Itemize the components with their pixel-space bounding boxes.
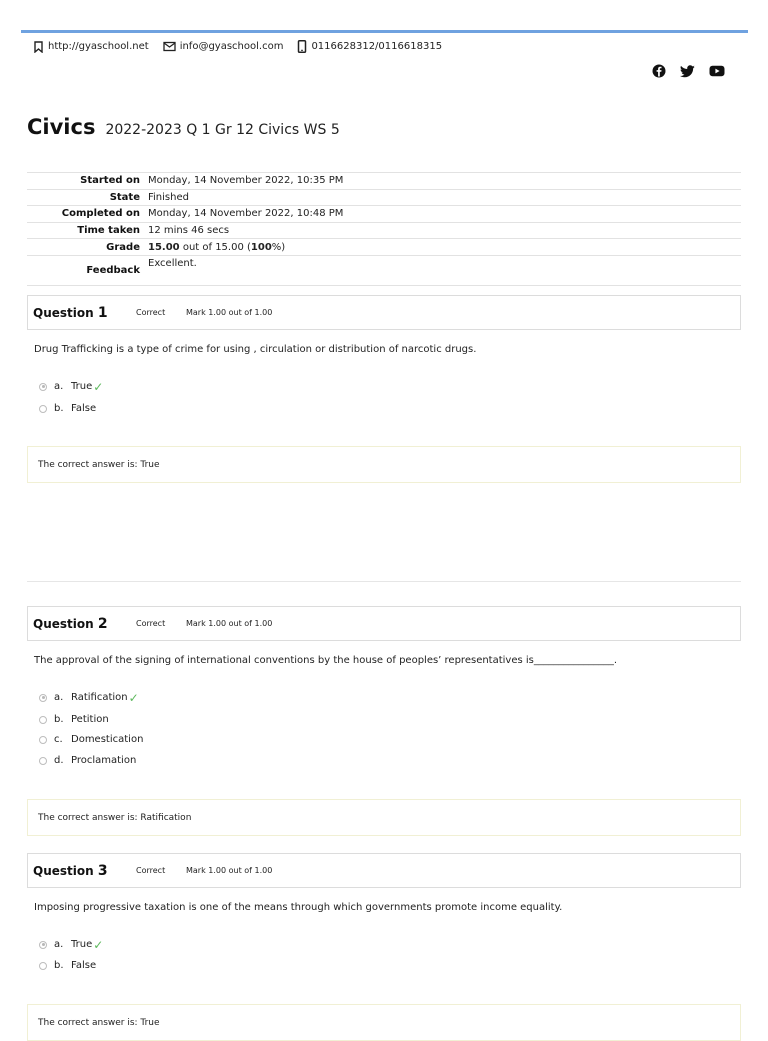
question-3-text: Imposing progressive taxation is one of the means through which governments promote income equality. [34, 902, 563, 913]
option-letter: a. [54, 692, 64, 703]
youtube-icon[interactable] [709, 65, 725, 77]
radio-button[interactable] [39, 716, 47, 724]
summary-value: 12 mins 46 secs [148, 222, 741, 239]
option-letter: a. [54, 381, 64, 392]
correct-answer-text: The correct answer is: Ratification [38, 812, 192, 823]
summary-label: Grade [27, 239, 148, 256]
option-label: True [71, 381, 93, 392]
check-icon: ✓ [93, 379, 104, 394]
check-icon: ✓ [93, 937, 104, 952]
option-label: Ratification [71, 692, 128, 703]
grade-mid: out of 15.00 ( [179, 241, 251, 253]
question-1-option-a[interactable] [39, 381, 103, 392]
question-state: Correct [136, 866, 166, 875]
question-state: Correct [136, 308, 166, 317]
question-2-feedback [27, 799, 741, 836]
bookmark-icon [33, 41, 44, 53]
question-1-text: Drug Trafficking is a type of crime for using , circulation or distribution of narcotic drugs. [34, 344, 477, 355]
question-label: Question [33, 863, 94, 878]
quiz-name: 2022-2023 Q 1 Gr 12 Civics WS 5 [105, 122, 340, 138]
radio-button[interactable] [39, 383, 47, 391]
question-3-header [27, 853, 741, 888]
radio-button[interactable] [39, 736, 47, 744]
summary-label: State [27, 189, 148, 206]
option-letter: b. [54, 403, 64, 414]
question-number [33, 616, 136, 632]
question-label: Question [33, 616, 94, 631]
radio-button[interactable] [39, 962, 47, 970]
envelope-icon [163, 41, 176, 52]
twitter-icon[interactable] [680, 65, 695, 78]
question-grade: Mark 1.00 out of 1.00 [186, 866, 273, 875]
course-name: Civics [27, 115, 96, 139]
question-2-text: The approval of the signing of international conventions by the house of peoples’ representatives is________________. [34, 655, 618, 666]
phone-contact [297, 40, 442, 53]
phone-number: 0116628312/0116618315 [311, 41, 443, 52]
summary-row-started [27, 173, 741, 190]
option-label: Proclamation [71, 755, 137, 766]
radio-button[interactable] [39, 941, 47, 949]
question-2-option-d[interactable] [39, 755, 136, 766]
question-number-value: 2 [97, 615, 108, 632]
summary-row-grade [27, 239, 741, 256]
question-2-option-b[interactable] [39, 714, 109, 725]
radio-button[interactable] [39, 694, 47, 702]
summary-row-completed [27, 206, 741, 223]
question-1-feedback [27, 446, 741, 483]
question-number [33, 305, 136, 321]
email-link[interactable]: info@gyaschool.com [179, 41, 284, 52]
mobile-phone-icon [297, 40, 307, 53]
option-label: Domestication [71, 734, 144, 745]
summary-label: Time taken [27, 222, 148, 239]
social-links [652, 64, 739, 78]
check-icon: ✓ [128, 690, 139, 705]
radio-button[interactable] [39, 405, 47, 413]
option-letter: d. [54, 755, 64, 766]
grade-score: 15.00 [148, 241, 180, 253]
question-label: Question [33, 305, 94, 320]
option-letter: b. [54, 714, 64, 725]
option-letter: b. [54, 960, 64, 971]
email-contact[interactable] [163, 41, 284, 52]
summary-label: Started on [27, 173, 148, 190]
correct-answer-text: The correct answer is: True [38, 1017, 160, 1028]
question-number [33, 863, 136, 879]
summary-value: Finished [148, 189, 741, 206]
option-label: True [71, 939, 93, 950]
question-grade: Mark 1.00 out of 1.00 [186, 619, 273, 628]
grade-end: %) [271, 241, 286, 253]
option-label: False [71, 960, 97, 971]
option-label: Petition [71, 714, 109, 725]
attempt-summary-table [27, 172, 741, 286]
option-letter: a. [54, 939, 64, 950]
page-break-divider [27, 581, 741, 582]
summary-row-feedback [27, 255, 741, 285]
page-title [27, 115, 340, 139]
question-2-option-a[interactable] [39, 692, 139, 703]
option-label: False [71, 403, 97, 414]
question-number-value: 3 [97, 862, 108, 879]
grade-percent: 100 [250, 241, 272, 253]
question-2-header [27, 606, 741, 641]
contact-bar [33, 40, 456, 53]
website-link[interactable]: http://gyaschool.net [48, 41, 149, 52]
summary-value: Excellent. [148, 255, 741, 285]
summary-value [148, 239, 741, 256]
question-grade: Mark 1.00 out of 1.00 [186, 308, 273, 317]
summary-row-state [27, 189, 741, 206]
facebook-icon[interactable] [652, 64, 666, 78]
question-1-option-b[interactable] [39, 403, 96, 414]
question-3-feedback [27, 1004, 741, 1041]
radio-button[interactable] [39, 757, 47, 765]
correct-answer-text: The correct answer is: True [38, 459, 160, 470]
website-contact[interactable] [33, 41, 149, 53]
question-3-option-b[interactable] [39, 960, 96, 971]
summary-value: Monday, 14 November 2022, 10:48 PM [148, 206, 741, 223]
question-number-value: 1 [97, 304, 108, 321]
summary-row-time-taken [27, 222, 741, 239]
question-2-option-c[interactable] [39, 734, 143, 745]
summary-label: Completed on [27, 206, 148, 223]
top-accent-line [21, 30, 748, 33]
question-1-header [27, 295, 741, 330]
summary-label: Feedback [27, 255, 148, 285]
summary-value: Monday, 14 November 2022, 10:35 PM [148, 173, 741, 190]
option-letter: c. [54, 734, 63, 745]
question-state: Correct [136, 619, 166, 628]
question-3-option-a[interactable] [39, 939, 103, 950]
